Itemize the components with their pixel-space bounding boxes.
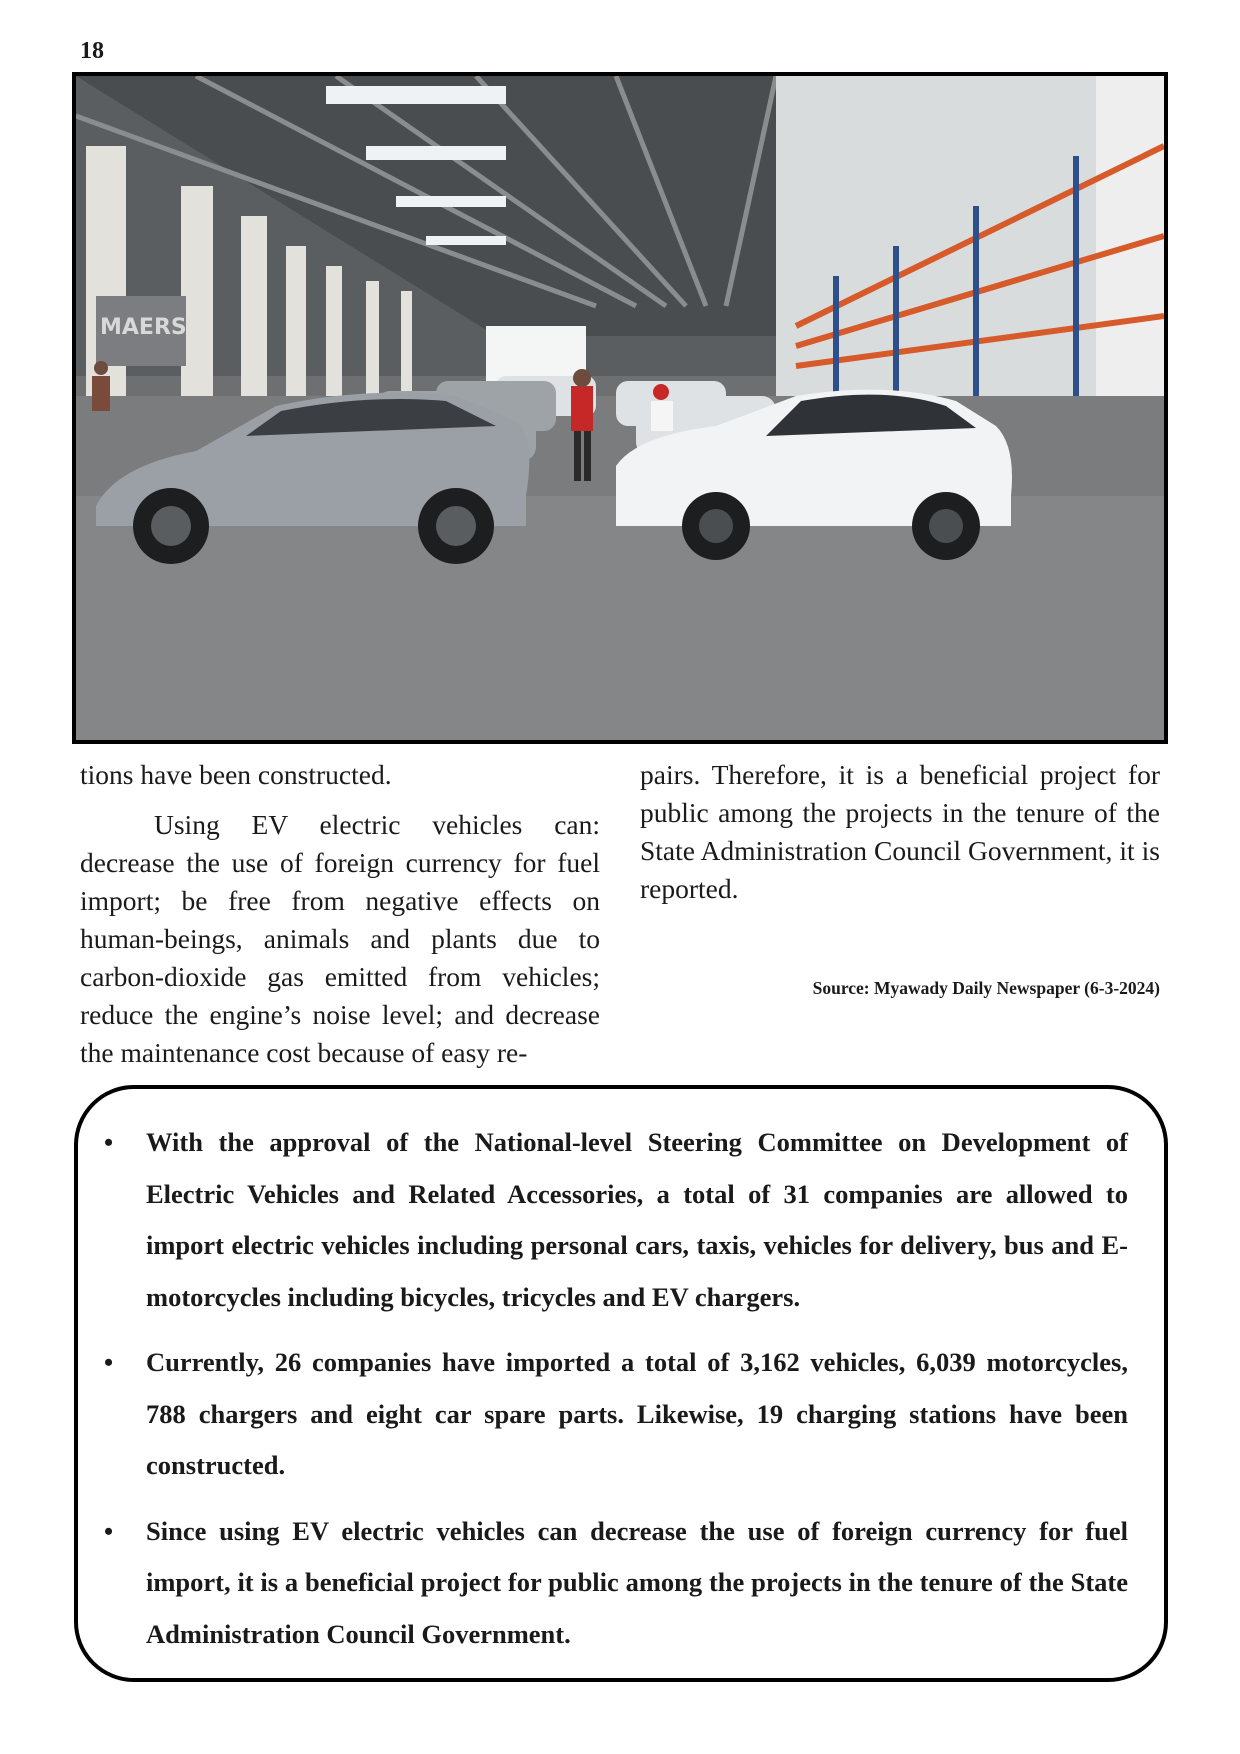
summary-item — [104, 1337, 1128, 1492]
article-right-column — [640, 756, 1160, 908]
summary-item-text: Currently, 26 companies have imported a total of 3,162 vehicles, 6,039 motorcycles, 788 chargers and eight car spare parts. Likewise, 19 charging stations have been constructed. — [146, 1347, 1128, 1480]
summary-item-text: With the approval of the National-level Steering Committee on Development of Electric Vehicles and Related Accessories, a total of 31 companies are allowed to import electric vehicles including personal cars, taxis, vehicles for delivery, bus and E-motorcycles including bicycles, tricycles and EV chargers. — [146, 1127, 1128, 1312]
summary-list — [78, 1089, 1164, 1660]
summary-item — [104, 1117, 1128, 1323]
bullet-icon: • — [104, 1348, 114, 1377]
article-left-column — [80, 756, 600, 1072]
photo-illustration — [76, 76, 1164, 740]
source-citation: Source: Myawady Daily Newspaper (6-3-2024) — [812, 978, 1160, 998]
article-paragraph: pairs. Therefore, it is a beneficial project for public among the projects in the tenure of the State Administration Council Government, it is reported. — [640, 759, 1160, 904]
maersk-container-sign: MAERS — [100, 315, 187, 340]
summary-box — [74, 1085, 1168, 1682]
bullet-icon: • — [104, 1128, 114, 1157]
page-number: 18 — [80, 38, 104, 64]
bullet-icon: • — [104, 1516, 114, 1546]
warehouse-ev-cars-photo — [72, 72, 1168, 744]
article-paragraph: Using EV electric vehicles can: decrease the use of foreign currency for fuel import; be free from negative effects on human-beings, animals and plants due to carbon-dioxide gas emitted from vehicles; reduce the engine’s noise level; and decrease the maintenance cost because of easy re- — [80, 809, 600, 1068]
article-paragraph: tions have been constructed. — [80, 759, 392, 790]
summary-item — [104, 1506, 1128, 1661]
summary-item-text: Since using EV electric vehicles can decrease the use of foreign currency for fuel import, it is a beneficial project for public among the projects in the tenure of the State Administration Council Government. — [146, 1515, 1128, 1649]
